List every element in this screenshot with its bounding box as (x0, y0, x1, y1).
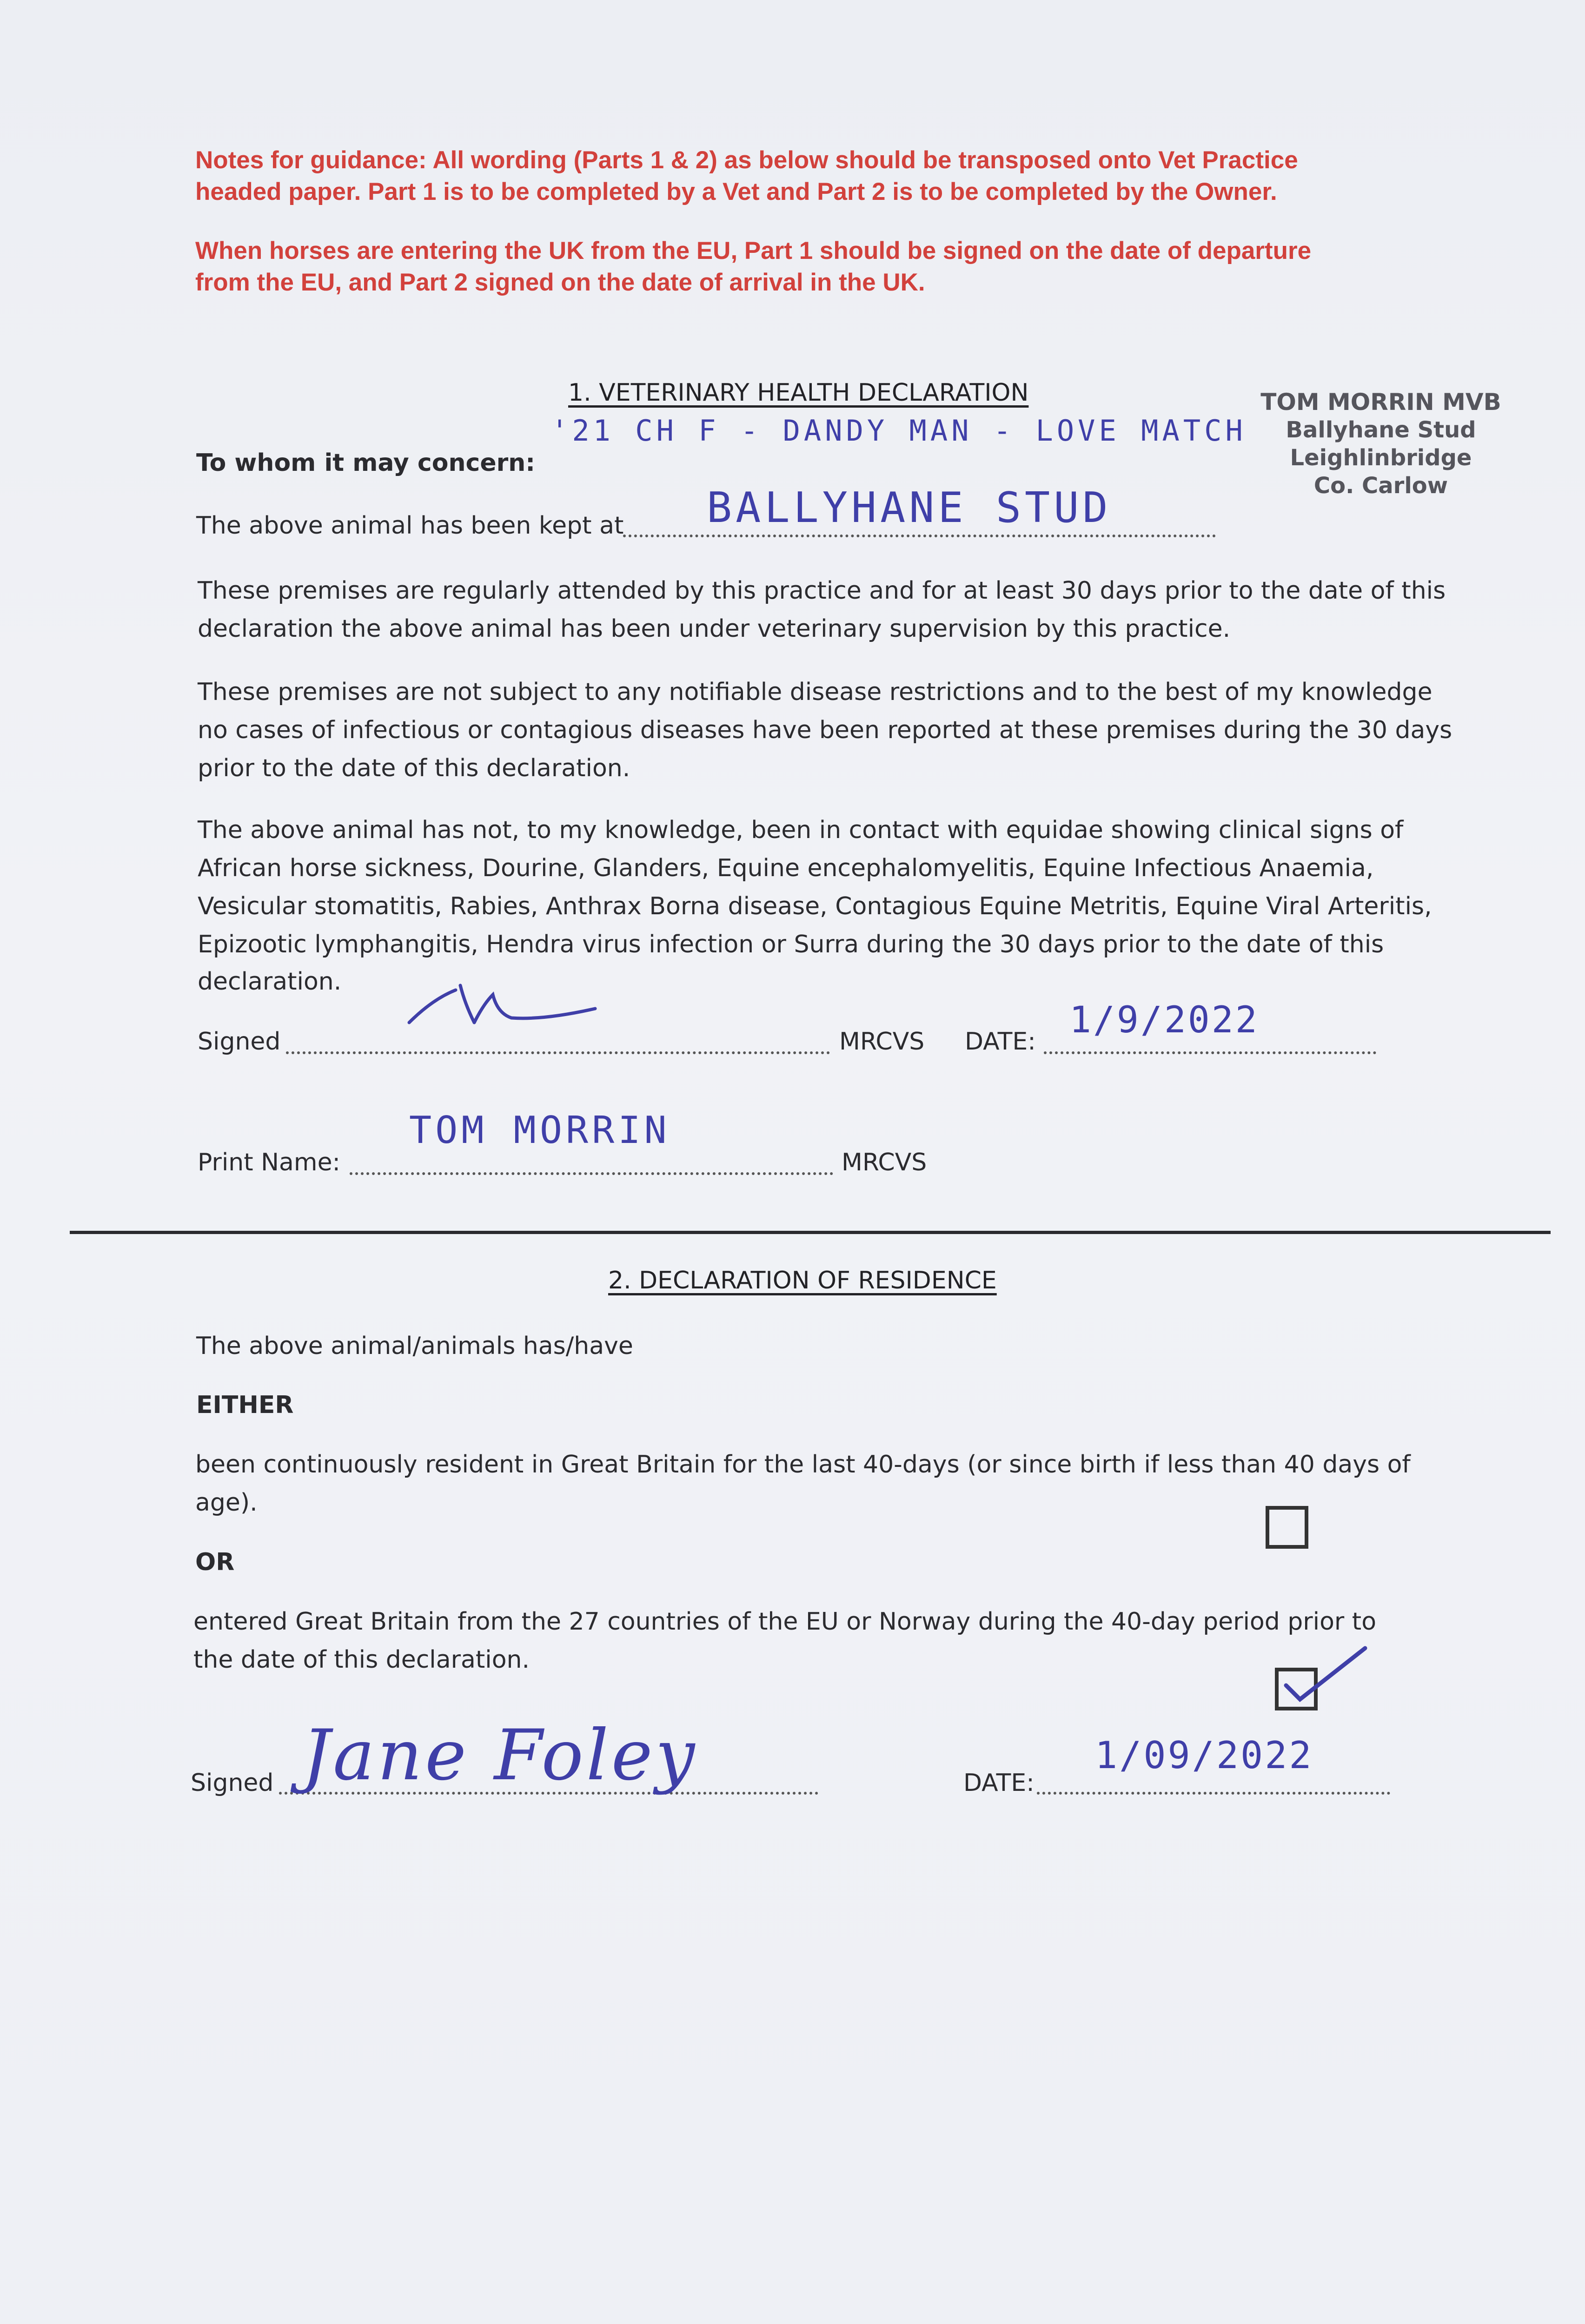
salutation: To whom it may concern: (196, 449, 536, 477)
owner-date-value: 1/09/2022 (1095, 1734, 1313, 1777)
guidance-line-4: from the EU, and Part 2 signed on the date of arrival in the UK. (195, 269, 925, 296)
vet-signed-label: Signed (198, 1028, 281, 1056)
para3-line-5: declaration. (198, 968, 342, 996)
guidance-line-3: When horses are entering the UK from the EU, Part 1 should be signed on the date of departure (195, 237, 1312, 264)
part2-heading: 2. DECLARATION OF RESIDENCE (608, 1267, 997, 1294)
owner-signature: Jane Foley (302, 1715, 698, 1796)
vet-date-value: 1/9/2022 (1069, 999, 1259, 1041)
part2-intro: The above animal/animals has/have (196, 1332, 633, 1360)
para3-line-3: Vesicular stomatitis, Rabies, Anthrax Borna disease, Contagious Equine Metritis, Equine Viral Arteritis, (198, 892, 1432, 920)
option1-line-2: age). (195, 1489, 258, 1517)
print-name-label: Print Name: (198, 1149, 341, 1176)
para1-line-2: declaration the above animal has been under veterinary supervision by this practice. (198, 615, 1231, 643)
stamp-line-1: TOM MORRIN MVB (1260, 389, 1501, 416)
para2-line-3: prior to the date of this declaration. (198, 754, 630, 782)
guidance-line-2: headed paper. Part 1 is to be completed by a Vet and Part 2 is to be completed by the Owner. (195, 178, 1277, 205)
vet-signed-dotted-line (286, 1051, 830, 1054)
checkmark-icon (1281, 1644, 1370, 1709)
option2-line-1: entered Great Britain from the 27 countries of the EU or Norway during the 40-day period prior to (193, 1608, 1377, 1636)
para3-line-2: African horse sickness, Dourine, Glanders, Equine encephalomyelitis, Equine Infectious Anaemia, (198, 854, 1374, 882)
print-name-dotted-line (350, 1172, 833, 1175)
animal-handwritten: '21 CH F - DANDY MAN - LOVE MATCH (551, 414, 1247, 448)
vet-date-dotted-line (1044, 1051, 1376, 1054)
owner-date-dotted-line (1037, 1792, 1390, 1795)
guidance-line-1: Notes for guidance: All wording (Parts 1 & 2) as below should be transposed onto Vet Practice (195, 146, 1298, 174)
kept-at-label: The above animal has been kept at (196, 512, 624, 540)
print-name-mrcvs-label: MRCVS (842, 1149, 927, 1176)
print-name-value: TOM MORRIN (409, 1109, 670, 1152)
or-label: OR (195, 1548, 235, 1576)
part1-heading: 1. VETERINARY HEALTH DECLARATION (568, 379, 1029, 407)
kept-at-value: BALLYHANE STUD (707, 483, 1112, 532)
vet-date-label: DATE: (965, 1028, 1036, 1056)
option2-checkbox[interactable] (1275, 1668, 1318, 1710)
vet-signature-scribble (405, 976, 614, 1046)
para3-line-4: Epizootic lymphangitis, Hendra virus infection or Surra during the 30 days prior to the date of this (198, 931, 1384, 958)
stamp-line-3: Leighlinbridge (1290, 445, 1472, 471)
option2-line-2: the date of this declaration. (193, 1646, 530, 1674)
stamp-line-4: Co. Carlow (1313, 473, 1448, 499)
section-divider (70, 1231, 1551, 1234)
kept-at-dotted-line (623, 535, 1216, 537)
stamp-line-2: Ballyhane Stud (1286, 417, 1476, 443)
option1-line-1: been continuously resident in Great Britain for the last 40-days (or since birth if less than 40 days of (195, 1451, 1411, 1479)
para1-line-1: These premises are regularly attended by this practice and for at least 30 days prior to the date of this (198, 577, 1446, 605)
either-label: EITHER (196, 1391, 294, 1419)
para2-line-1: These premises are not subject to any notifiable disease restrictions and to the best of my knowledge (198, 678, 1432, 706)
owner-date-label: DATE: (963, 1769, 1035, 1797)
option1-checkbox[interactable] (1266, 1506, 1308, 1549)
para2-line-2: no cases of infectious or contagious diseases have been reported at these premises during the 30 days (198, 716, 1452, 744)
para3-line-1: The above animal has not, to my knowledge, been in contact with equidae showing clinical signs of (198, 816, 1404, 844)
owner-signed-label: Signed (191, 1769, 274, 1797)
vet-mrcvs-label: MRCVS (839, 1028, 925, 1056)
vet-stamp (1227, 388, 1534, 500)
